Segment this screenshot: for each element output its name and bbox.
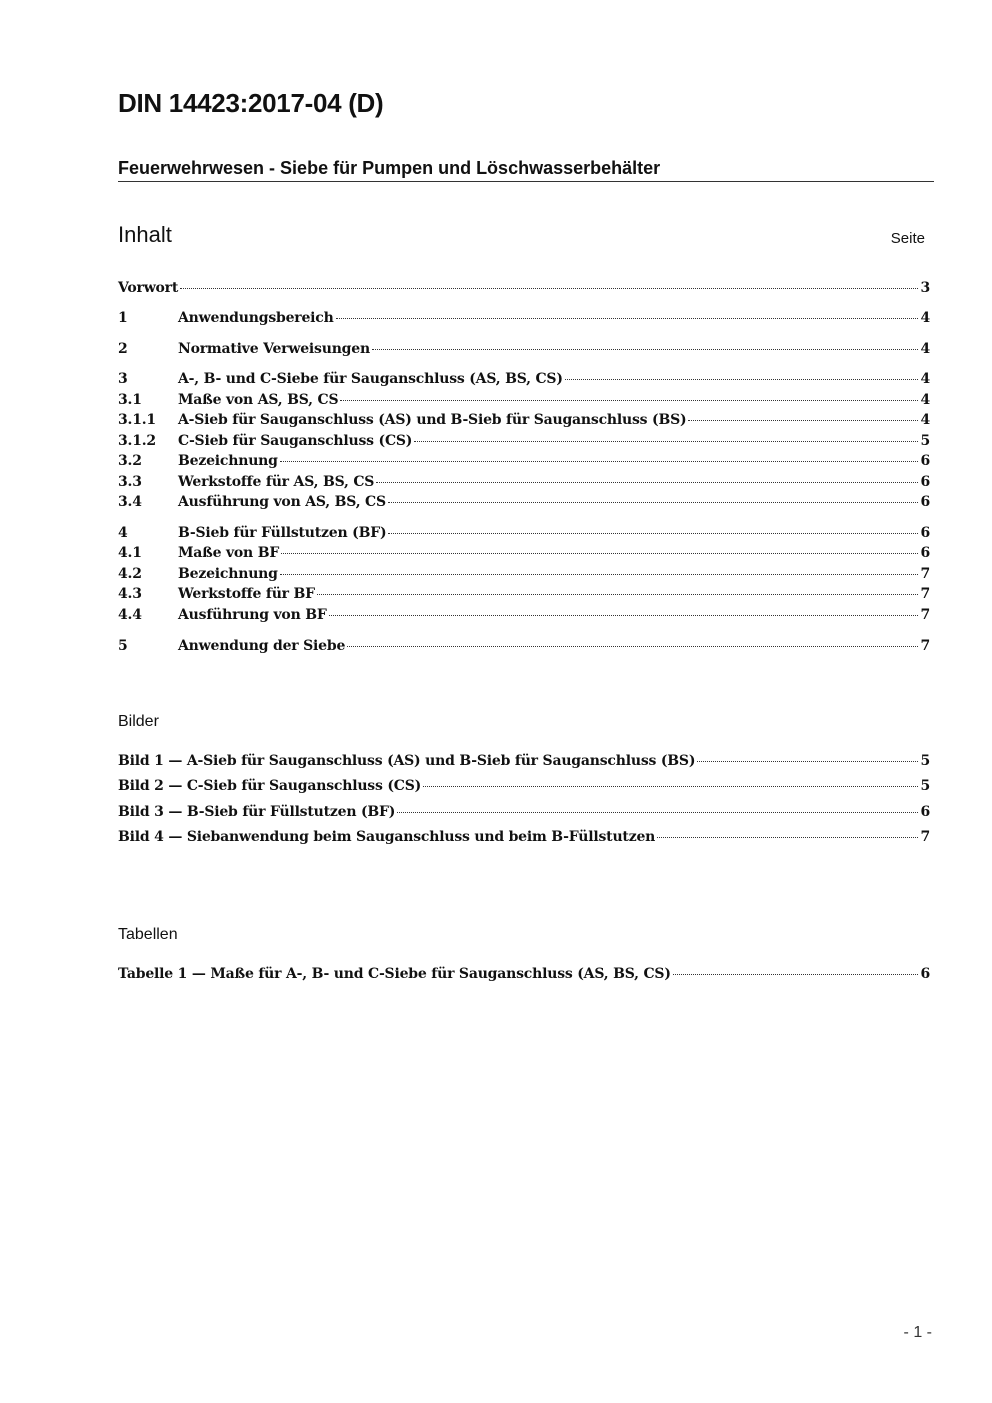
dot-leader xyxy=(281,552,918,554)
toc-title: B-Sieb für Füllstutzen (BF) xyxy=(178,525,387,541)
toc-page: 6 xyxy=(920,453,930,469)
toc-title: A-, B- und C-Siebe für Sauganschluss (AS, BS, CS) xyxy=(178,371,563,387)
figure-title: Bild 1 — A-Sieb für Sauganschluss (AS) und B-Sieb für Sauganschluss (BS) xyxy=(118,753,696,769)
toc-title: Maße von BF xyxy=(178,545,280,561)
dot-leader xyxy=(329,614,919,616)
figure-page: 5 xyxy=(920,753,930,769)
toc-entry[interactable] xyxy=(118,474,930,494)
toc-entry[interactable] xyxy=(118,586,930,606)
figure-page: 5 xyxy=(920,778,930,794)
toc-title: Ausführung von AS, BS, CS xyxy=(178,494,386,510)
toc-title: Ausführung von BF xyxy=(178,607,327,623)
toc-page: 6 xyxy=(920,494,930,510)
toc-number: 4 xyxy=(118,525,128,541)
toc-title: Anwendung der Siebe xyxy=(178,638,346,654)
toc-title: Werkstoffe für BF xyxy=(178,586,315,602)
toc-title: Normative Verweisungen xyxy=(178,341,370,357)
toc-entry[interactable] xyxy=(118,566,930,586)
toc-page: 4 xyxy=(920,371,930,387)
toc-page: 6 xyxy=(920,545,930,561)
table-title: Tabelle 1 — Maße für A-, B- und C-Siebe für Sauganschluss (AS, BS, CS) xyxy=(118,966,671,982)
toc-entry[interactable] xyxy=(118,341,930,361)
toc-number: 5 xyxy=(118,638,128,654)
toc-title: C-Sieb für Sauganschluss (CS) xyxy=(178,433,413,449)
toc-number: 4.4 xyxy=(118,607,142,623)
toc-entry[interactable] xyxy=(118,310,930,330)
toc-page: 7 xyxy=(920,607,930,623)
toc-entry[interactable] xyxy=(118,371,930,391)
toc-page: 7 xyxy=(920,638,930,654)
toc-page: 5 xyxy=(920,433,930,449)
toc-page: 4 xyxy=(920,392,930,408)
toc-page: 4 xyxy=(920,341,930,357)
dot-leader xyxy=(673,973,919,975)
toc-entry[interactable] xyxy=(118,412,930,432)
document-id: DIN 14423:2017-04 (D) xyxy=(118,88,384,118)
toc-entry[interactable] xyxy=(118,453,930,473)
dot-leader xyxy=(280,460,919,462)
toc-entry[interactable] xyxy=(118,525,930,545)
toc-entry[interactable] xyxy=(118,607,930,627)
toc-number: 2 xyxy=(118,341,128,357)
table-entry[interactable] xyxy=(118,966,930,986)
table-page: 6 xyxy=(920,966,930,982)
dot-leader xyxy=(180,287,918,289)
toc-title: Vorwort xyxy=(118,280,179,296)
dot-leader xyxy=(376,481,918,483)
toc-entry[interactable] xyxy=(118,494,930,514)
page-number: - 1 - xyxy=(903,1324,932,1341)
dot-leader xyxy=(657,836,918,838)
figure-title: Bild 2 — C-Sieb für Sauganschluss (CS) xyxy=(118,778,422,794)
tables-heading: Tabellen xyxy=(118,926,178,943)
dot-leader xyxy=(565,378,919,380)
dot-leader xyxy=(372,348,919,350)
dot-leader xyxy=(340,399,918,401)
toc-number: 3.4 xyxy=(118,494,142,510)
toc-page: 6 xyxy=(920,525,930,541)
figure-page: 6 xyxy=(920,804,930,820)
dot-leader xyxy=(423,785,918,787)
toc-title: Bezeichnung xyxy=(178,453,278,469)
page-column-label: Seite xyxy=(890,230,925,247)
dot-leader xyxy=(388,501,919,503)
figure-entry[interactable] xyxy=(118,829,930,849)
dot-leader xyxy=(347,645,918,647)
dot-leader xyxy=(280,573,919,575)
dot-leader xyxy=(336,317,919,319)
toc-entry[interactable] xyxy=(118,638,930,658)
figure-page: 7 xyxy=(920,829,930,845)
dot-leader xyxy=(697,760,918,762)
dot-leader xyxy=(397,811,918,813)
toc-number: 1 xyxy=(118,310,128,326)
toc-page: 7 xyxy=(920,566,930,582)
toc-title: Bezeichnung xyxy=(178,566,278,582)
figure-entry[interactable] xyxy=(118,804,930,824)
toc-number: 3.1 xyxy=(118,392,142,408)
figure-title: Bild 3 — B-Sieb für Füllstutzen (BF) xyxy=(118,804,396,820)
toc-page: 3 xyxy=(920,280,930,296)
toc-entry[interactable] xyxy=(118,433,930,453)
figure-title: Bild 4 — Siebanwendung beim Sauganschluss und beim B-Füllstutzen xyxy=(118,829,656,845)
figure-entry[interactable] xyxy=(118,753,930,773)
toc-title: Werkstoffe für AS, BS, CS xyxy=(178,474,375,490)
dot-leader xyxy=(317,593,919,595)
toc-number: 4.3 xyxy=(118,586,142,602)
figures-heading: Bilder xyxy=(118,713,159,730)
toc-title: Maße von AS, BS, CS xyxy=(178,392,339,408)
toc-entry[interactable] xyxy=(118,545,930,565)
toc-number: 4.1 xyxy=(118,545,142,561)
document-title: Feuerwehrwesen - Siebe für Pumpen und Löschwasserbehälter xyxy=(118,158,934,182)
toc-number: 3.3 xyxy=(118,474,142,490)
toc-number: 4.2 xyxy=(118,566,142,582)
toc-title: A-Sieb für Sauganschluss (AS) und B-Sieb für Sauganschluss (BS) xyxy=(178,412,687,428)
toc-page: 6 xyxy=(920,474,930,490)
toc-page: 4 xyxy=(920,412,930,428)
toc-number: 3.1.1 xyxy=(118,412,156,428)
toc-number: 3.2 xyxy=(118,453,142,469)
dot-leader xyxy=(414,440,918,442)
figure-entry[interactable] xyxy=(118,778,930,798)
toc-number: 3.1.2 xyxy=(118,433,156,449)
toc-entry[interactable] xyxy=(118,392,930,412)
toc-number: 3 xyxy=(118,371,128,387)
dot-leader xyxy=(388,532,918,534)
toc-title: Anwendungsbereich xyxy=(178,310,334,326)
toc-entry[interactable] xyxy=(118,280,930,300)
toc-page: 4 xyxy=(920,310,930,326)
contents-heading: Inhalt xyxy=(118,222,172,247)
dot-leader xyxy=(688,419,918,421)
toc-page: 7 xyxy=(920,586,930,602)
